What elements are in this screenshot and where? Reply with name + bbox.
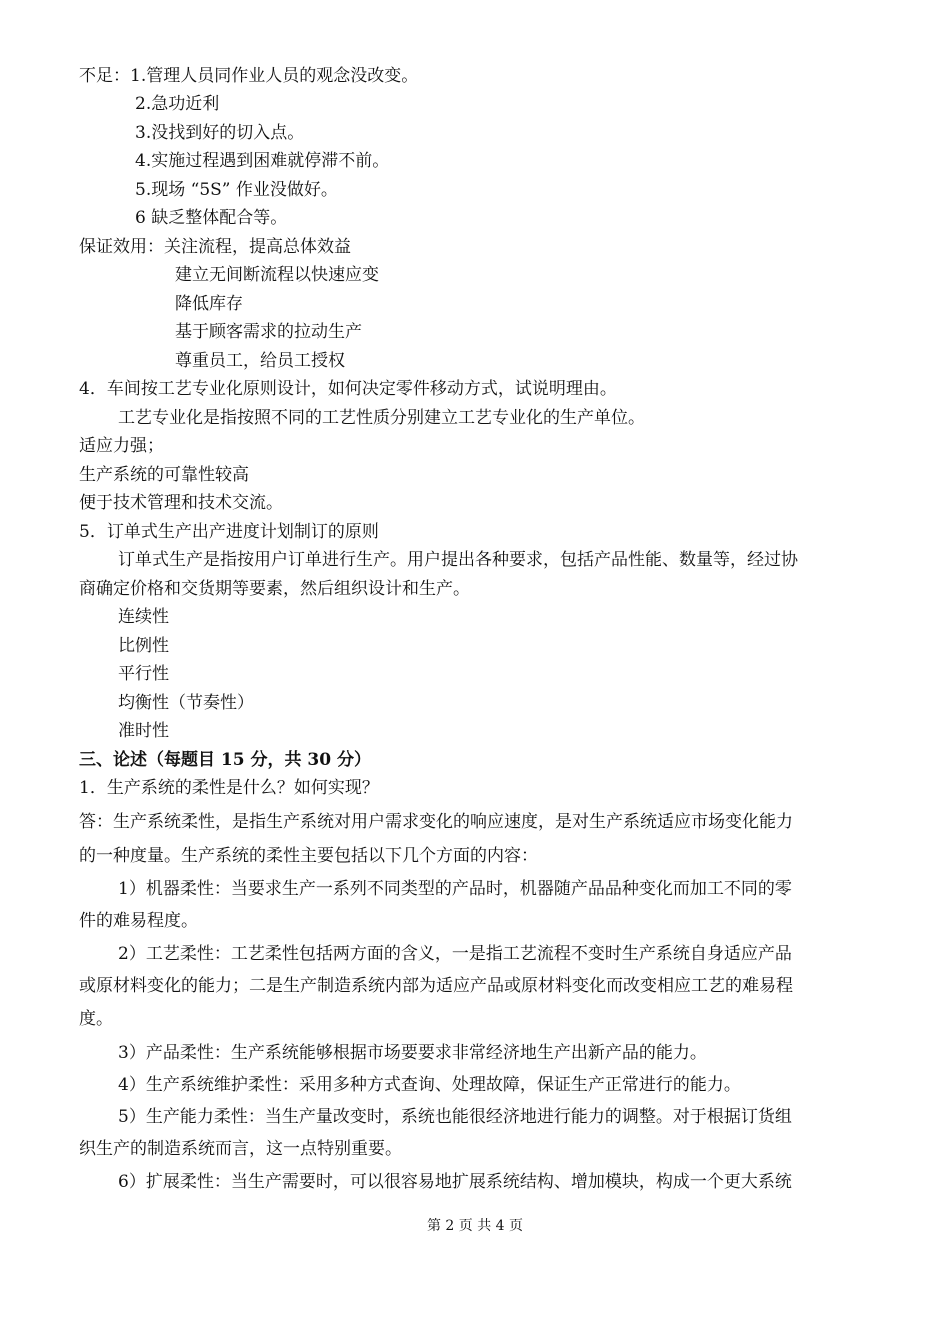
text-line: 6 缺乏整体配合等。 bbox=[135, 208, 288, 228]
text-line: 尊重员工，给员工授权 bbox=[175, 351, 345, 371]
text-line: 3）产品柔性：生产系统能够根据市场要要求非常经济地生产出新产品的能力。 bbox=[118, 1043, 707, 1063]
text-line: 适应力强； bbox=[79, 436, 164, 456]
text-line: 均衡性（节奏性） bbox=[118, 693, 254, 713]
text-line: 平行性 bbox=[118, 664, 169, 684]
question-heading: 1．生产系统的柔性是什么？如何实现？ bbox=[79, 778, 379, 798]
text-line: 工艺专业化是指按照不同的工艺性质分别建立工艺专业化的生产单位。 bbox=[118, 408, 645, 428]
text-line: 5.现场 “5S” 作业没做好。 bbox=[135, 180, 338, 200]
text-line: 订单式生产是指按用户订单进行生产。用户提出各种要求，包括产品性能、数量等，经过协 bbox=[118, 550, 798, 570]
text-line: 准时性 bbox=[118, 721, 169, 741]
text-line: 降低库存 bbox=[175, 294, 243, 314]
section-heading: 三、论述（每题目 15 分，共 30 分） bbox=[79, 750, 371, 770]
text-line: 或原材料变化的能力；二是生产制造系统内部为适应产品或原材料变化而改变相应工艺的难易程 bbox=[79, 976, 793, 996]
text-line: 答：生产系统柔性，是指生产系统对用户需求变化的响应速度，是对生产系统适应市场变化能力 bbox=[79, 812, 793, 832]
text-line: 建立无间断流程以快速应变 bbox=[175, 265, 379, 285]
text-line: 1）机器柔性：当要求生产一系列不同类型的产品时，机器随产品品种变化而加工不同的零 bbox=[118, 879, 792, 899]
text-line: 比例性 bbox=[118, 636, 169, 656]
question-heading: 4．车间按工艺专业化原则设计，如何决定零件移动方式，试说明理由。 bbox=[79, 379, 617, 399]
text-line: 4.实施过程遇到困难就停滞不前。 bbox=[135, 151, 390, 171]
text-line: 商确定价格和交货期等要素，然后组织设计和生产。 bbox=[79, 579, 470, 599]
text-line: 3.没找到好的切入点。 bbox=[135, 123, 305, 143]
text-line: 生产系统的可靠性较高 bbox=[79, 465, 249, 485]
text-line: 5）生产能力柔性：当生产量改变时，系统也能很经济地进行能力的调整。对于根据订货组 bbox=[118, 1107, 792, 1127]
text-line: 件的难易程度。 bbox=[79, 911, 198, 931]
text-line: 基于顾客需求的拉动生产 bbox=[175, 322, 362, 342]
text-line: 6）扩展柔性：当生产需要时，可以很容易地扩展系统结构、增加模块，构成一个更大系统 bbox=[118, 1172, 792, 1192]
text-line: 度。 bbox=[79, 1009, 113, 1029]
text-line: 的一种度量。生产系统的柔性主要包括以下几个方面的内容： bbox=[79, 846, 538, 866]
question-heading: 5．订单式生产出产进度计划制订的原则 bbox=[79, 522, 379, 542]
text-line: 2）工艺柔性：工艺柔性包括两方面的含义，一是指工艺流程不变时生产系统自身适应产品 bbox=[118, 944, 792, 964]
text-line: 织生产的制造系统而言，这一点特别重要。 bbox=[79, 1139, 402, 1159]
text-line: 4）生产系统维护柔性：采用多种方式查询、处理故障，保证生产正常进行的能力。 bbox=[118, 1075, 741, 1095]
text-line: 不足：1.管理人员同作业人员的观念没改变。 bbox=[79, 66, 419, 86]
text-line: 便于技术管理和技术交流。 bbox=[79, 493, 283, 513]
text-line: 2.急功近利 bbox=[135, 94, 220, 114]
text-line: 保证效用：关注流程，提高总体效益 bbox=[79, 237, 351, 257]
text-line: 连续性 bbox=[118, 607, 169, 627]
page-footer: 第 2 页 共 4 页 bbox=[426, 1218, 524, 1234]
